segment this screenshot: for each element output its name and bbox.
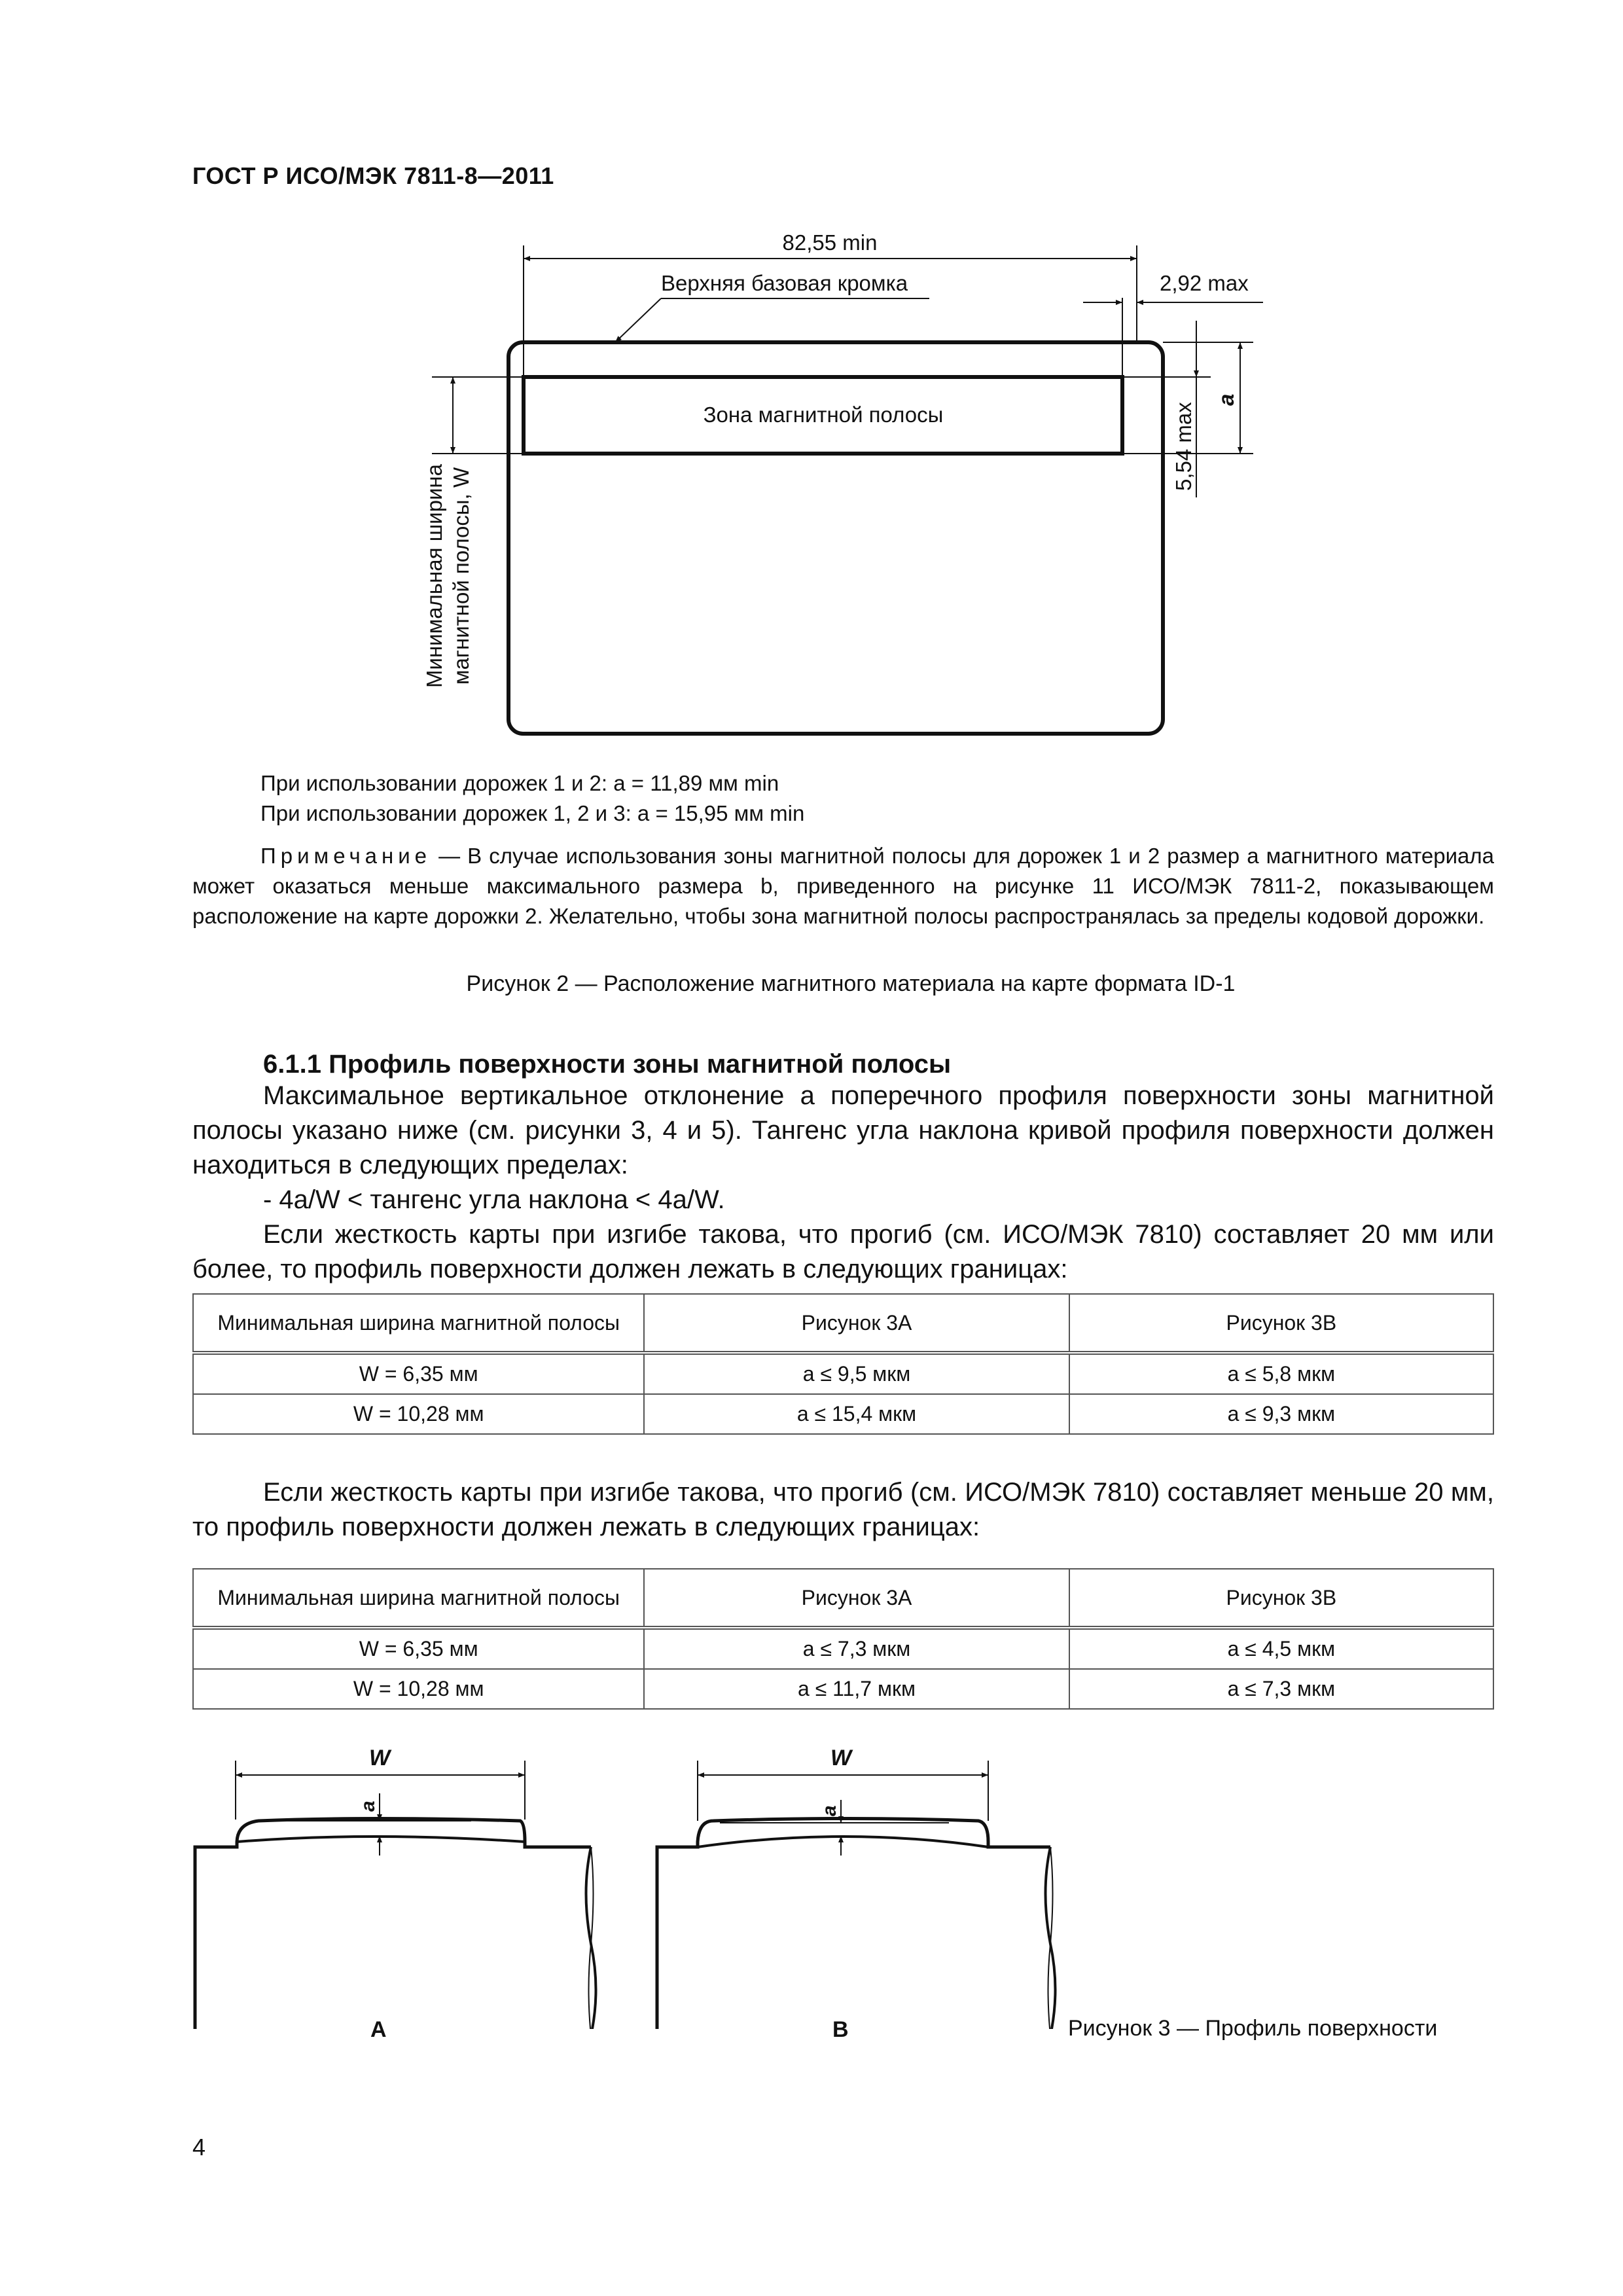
table-cell: a ≤ 7,3 мкм [644, 1628, 1069, 1669]
table-cell: a ≤ 11,7 мкм [644, 1669, 1069, 1709]
leader-top-edge [615, 298, 661, 342]
table-header-row [193, 1569, 1493, 1628]
paragraph-3: Если жесткость карты при изгибе такова, что прогиб (см. ИСО/МЭК 7810) составляет меньше 20 мм, то профиль поверхности должен лежать в следующих границах: [192, 1478, 1494, 1541]
table-cell: W = 6,35 мм [193, 1353, 644, 1394]
dim-top-label: 82,55 min [782, 230, 878, 255]
table-cell: a ≤ 15,4 мкм [644, 1394, 1069, 1434]
figure-3-caption: Рисунок 3 — Профиль поверхности [1068, 2016, 1438, 2041]
table-cell: W = 10,28 мм [193, 1394, 644, 1434]
table-header-cell: Минимальная ширина магнитной полосы [193, 1294, 644, 1353]
dim-a-label: a [1214, 393, 1238, 406]
usage-line-1: При использовании дорожек 1 и 2: a = 11,89 мм min [260, 771, 779, 795]
table-header-cell: Рисунок 3A [644, 1569, 1069, 1628]
figure-3a [193, 1729, 596, 2029]
label-top-edge: Верхняя базовая кромка [661, 271, 908, 295]
table-header-cell: Рисунок 3B [1069, 1294, 1493, 1353]
document-header: ГОСТ Р ИСО/МЭК 7811-8—2011 [192, 162, 554, 189]
table-header-cell: Рисунок 3A [644, 1294, 1069, 1353]
table-cell: W = 10,28 мм [193, 1669, 644, 1709]
table-cell: a ≤ 9,3 мкм [1069, 1394, 1493, 1434]
sub-label-b: B [832, 2017, 849, 2042]
table-row [193, 1394, 1493, 1434]
figure-2-drawing [0, 0, 1623, 772]
label-w-a: W [368, 1746, 391, 1770]
table-header-cell: Рисунок 3B [1069, 1569, 1493, 1628]
figure-3b [657, 1746, 1056, 2029]
figure-3-drawing [0, 1728, 1623, 2029]
label-a-a: a [357, 1801, 379, 1812]
dim-vertical-label: 5,54 max [1171, 402, 1196, 491]
label-a-b: a [819, 1805, 840, 1816]
label-left-line1: Минимальная ширина [422, 464, 446, 688]
label-stripe-zone: Зона магнитной полосы [703, 403, 944, 427]
sub-label-a: A [370, 2017, 387, 2042]
label-left-line2: магнитной полосы, W [449, 467, 473, 685]
card-outline [508, 342, 1163, 734]
table-cell: a ≤ 4,5 мкм [1069, 1628, 1493, 1669]
figure-2-caption: Рисунок 2 — Расположение магнитного материала на карте формата ID-1 [466, 971, 1236, 996]
table-row [193, 1628, 1493, 1669]
table-cell: a ≤ 7,3 мкм [1069, 1669, 1493, 1709]
table-cell: W = 6,35 мм [193, 1628, 644, 1669]
table-2 [192, 1568, 1494, 1710]
paragraph-2: Если жесткость карты при изгибе такова, что прогиб (см. ИСО/МЭК 7810) составляет 20 мм или более, то профиль поверхности должен лежать в следующих границах: [192, 1220, 1494, 1283]
figure-note [192, 841, 1494, 931]
table-row [193, 1669, 1493, 1709]
page-number: 4 [192, 2134, 206, 2161]
table-1 [192, 1293, 1494, 1435]
formula-line: - 4a/W < тангенс угла наклона < 4a/W. [263, 1185, 725, 1214]
table-row [193, 1353, 1493, 1394]
table-header-cell: Минимальная ширина магнитной полосы [193, 1569, 644, 1628]
usage-line-2: При использовании дорожек 1, 2 и 3: a = 15,95 мм min [260, 801, 805, 825]
table-cell: a ≤ 5,8 мкм [1069, 1353, 1493, 1394]
paragraph-1: Максимальное вертикальное отклонение a поперечного профиля поверхности зоны магнитной полосы указано ниже (см. рисунки 3, 4 и 5). Тангенс угла наклона кривой профиля поверхности должен находиться в следующих пределах: [192, 1081, 1494, 1179]
note-text: — В случае использования зоны магнитной полосы для дорожек 1 и 2 размер a магнитного материала может оказаться меньше максимального размера b, приведенного на рисунке 11 ИСО/МЭК 7811-2, показывающем расположение на карте дорожки 2. Желательно, чтобы зона магнитной полосы распространялась за пределы кодовой дорожки. [192, 844, 1494, 928]
dim-right-label: 2,92 max [1160, 271, 1249, 295]
label-w-b: W [830, 1746, 852, 1770]
substrate-a [193, 1820, 308, 2029]
section-heading: 6.1.1 Профиль поверхности зоны магнитной полосы [263, 1050, 952, 1079]
note-prefix: Примечание [260, 844, 432, 868]
table-cell: a ≤ 9,5 мкм [644, 1353, 1069, 1394]
table-header-row [193, 1294, 1493, 1353]
